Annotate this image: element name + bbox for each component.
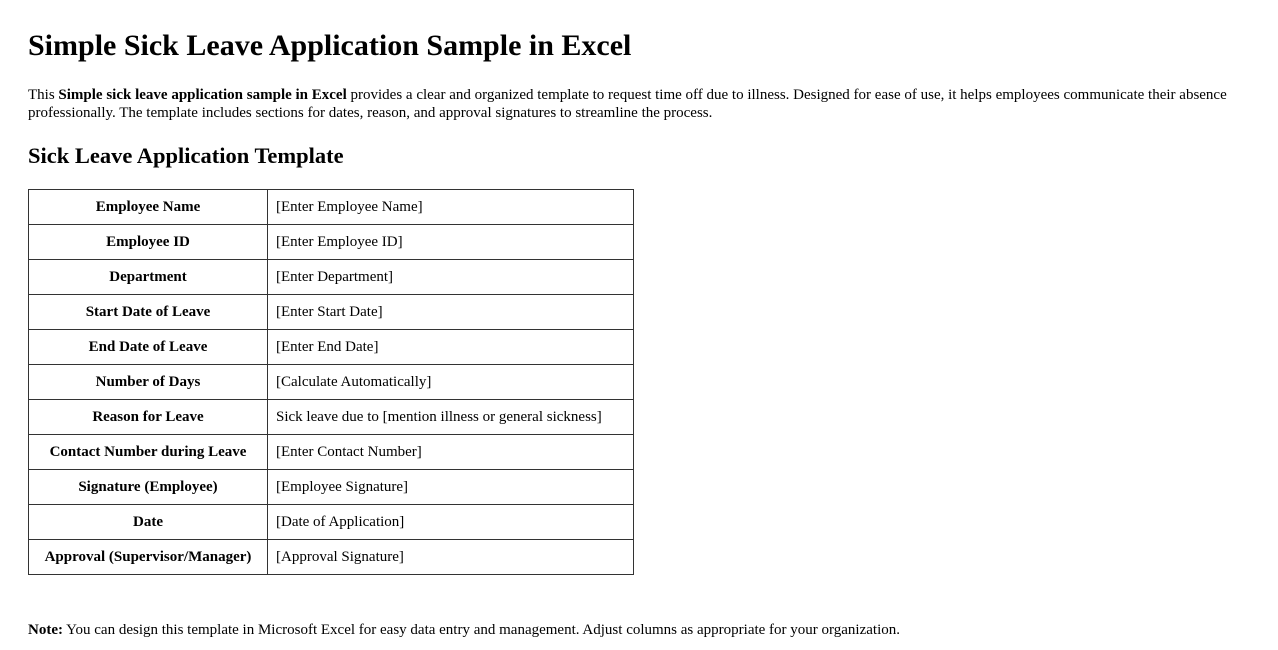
field-value: [Employee Signature] xyxy=(268,470,634,505)
intro-prefix: This xyxy=(28,87,59,103)
field-value: [Enter Start Date] xyxy=(268,295,634,330)
table-row xyxy=(29,400,634,435)
field-label: Approval (Supervisor/Manager) xyxy=(29,540,268,575)
field-label: Employee Name xyxy=(29,190,268,225)
field-value: [Enter Contact Number] xyxy=(268,435,634,470)
intro-suffix: provides a clear and organized template to request time off due to illness. Designed for ease of use, it helps employees communicate their absence professionally. The template includes sections for dates, reason, and approval signatures to streamline the process. xyxy=(28,87,1227,121)
field-value: [Enter Department] xyxy=(268,260,634,295)
table-row xyxy=(29,365,634,400)
table-row xyxy=(29,190,634,225)
section-title: Sick Leave Application Template xyxy=(28,143,344,168)
field-label: Reason for Leave xyxy=(29,400,268,435)
field-label: Employee ID xyxy=(29,225,268,260)
intro-paragraph xyxy=(28,86,1228,122)
field-value: [Calculate Automatically] xyxy=(268,365,634,400)
field-label: Department xyxy=(29,260,268,295)
field-label: Signature (Employee) xyxy=(29,470,268,505)
field-label: Number of Days xyxy=(29,365,268,400)
field-label: End Date of Leave xyxy=(29,330,268,365)
field-value: [Enter Employee Name] xyxy=(268,190,634,225)
field-value: [Date of Application] xyxy=(268,505,634,540)
table-row xyxy=(29,435,634,470)
table-row xyxy=(29,505,634,540)
field-label: Start Date of Leave xyxy=(29,295,268,330)
field-value: [Enter End Date] xyxy=(268,330,634,365)
field-label: Date xyxy=(29,505,268,540)
table-row xyxy=(29,295,634,330)
field-value: [Enter Employee ID] xyxy=(268,225,634,260)
table-row xyxy=(29,225,634,260)
note-label: Note: xyxy=(28,622,63,638)
field-value: Sick leave due to [mention illness or general sickness] xyxy=(268,400,634,435)
table-row xyxy=(29,540,634,575)
note-text: You can design this template in Microsoft Excel for easy data entry and management. Adjust columns as appropriate for your organization. xyxy=(62,622,900,638)
table-row xyxy=(29,330,634,365)
page-title: Simple Sick Leave Application Sample in Excel xyxy=(28,29,632,62)
intro-bold-text: Simple sick leave application sample in Excel xyxy=(58,87,347,103)
field-label: Contact Number during Leave xyxy=(29,435,268,470)
note-paragraph xyxy=(28,621,900,639)
leave-application-table xyxy=(28,189,634,575)
table-row xyxy=(29,260,634,295)
field-value: [Approval Signature] xyxy=(268,540,634,575)
table-row xyxy=(29,470,634,505)
